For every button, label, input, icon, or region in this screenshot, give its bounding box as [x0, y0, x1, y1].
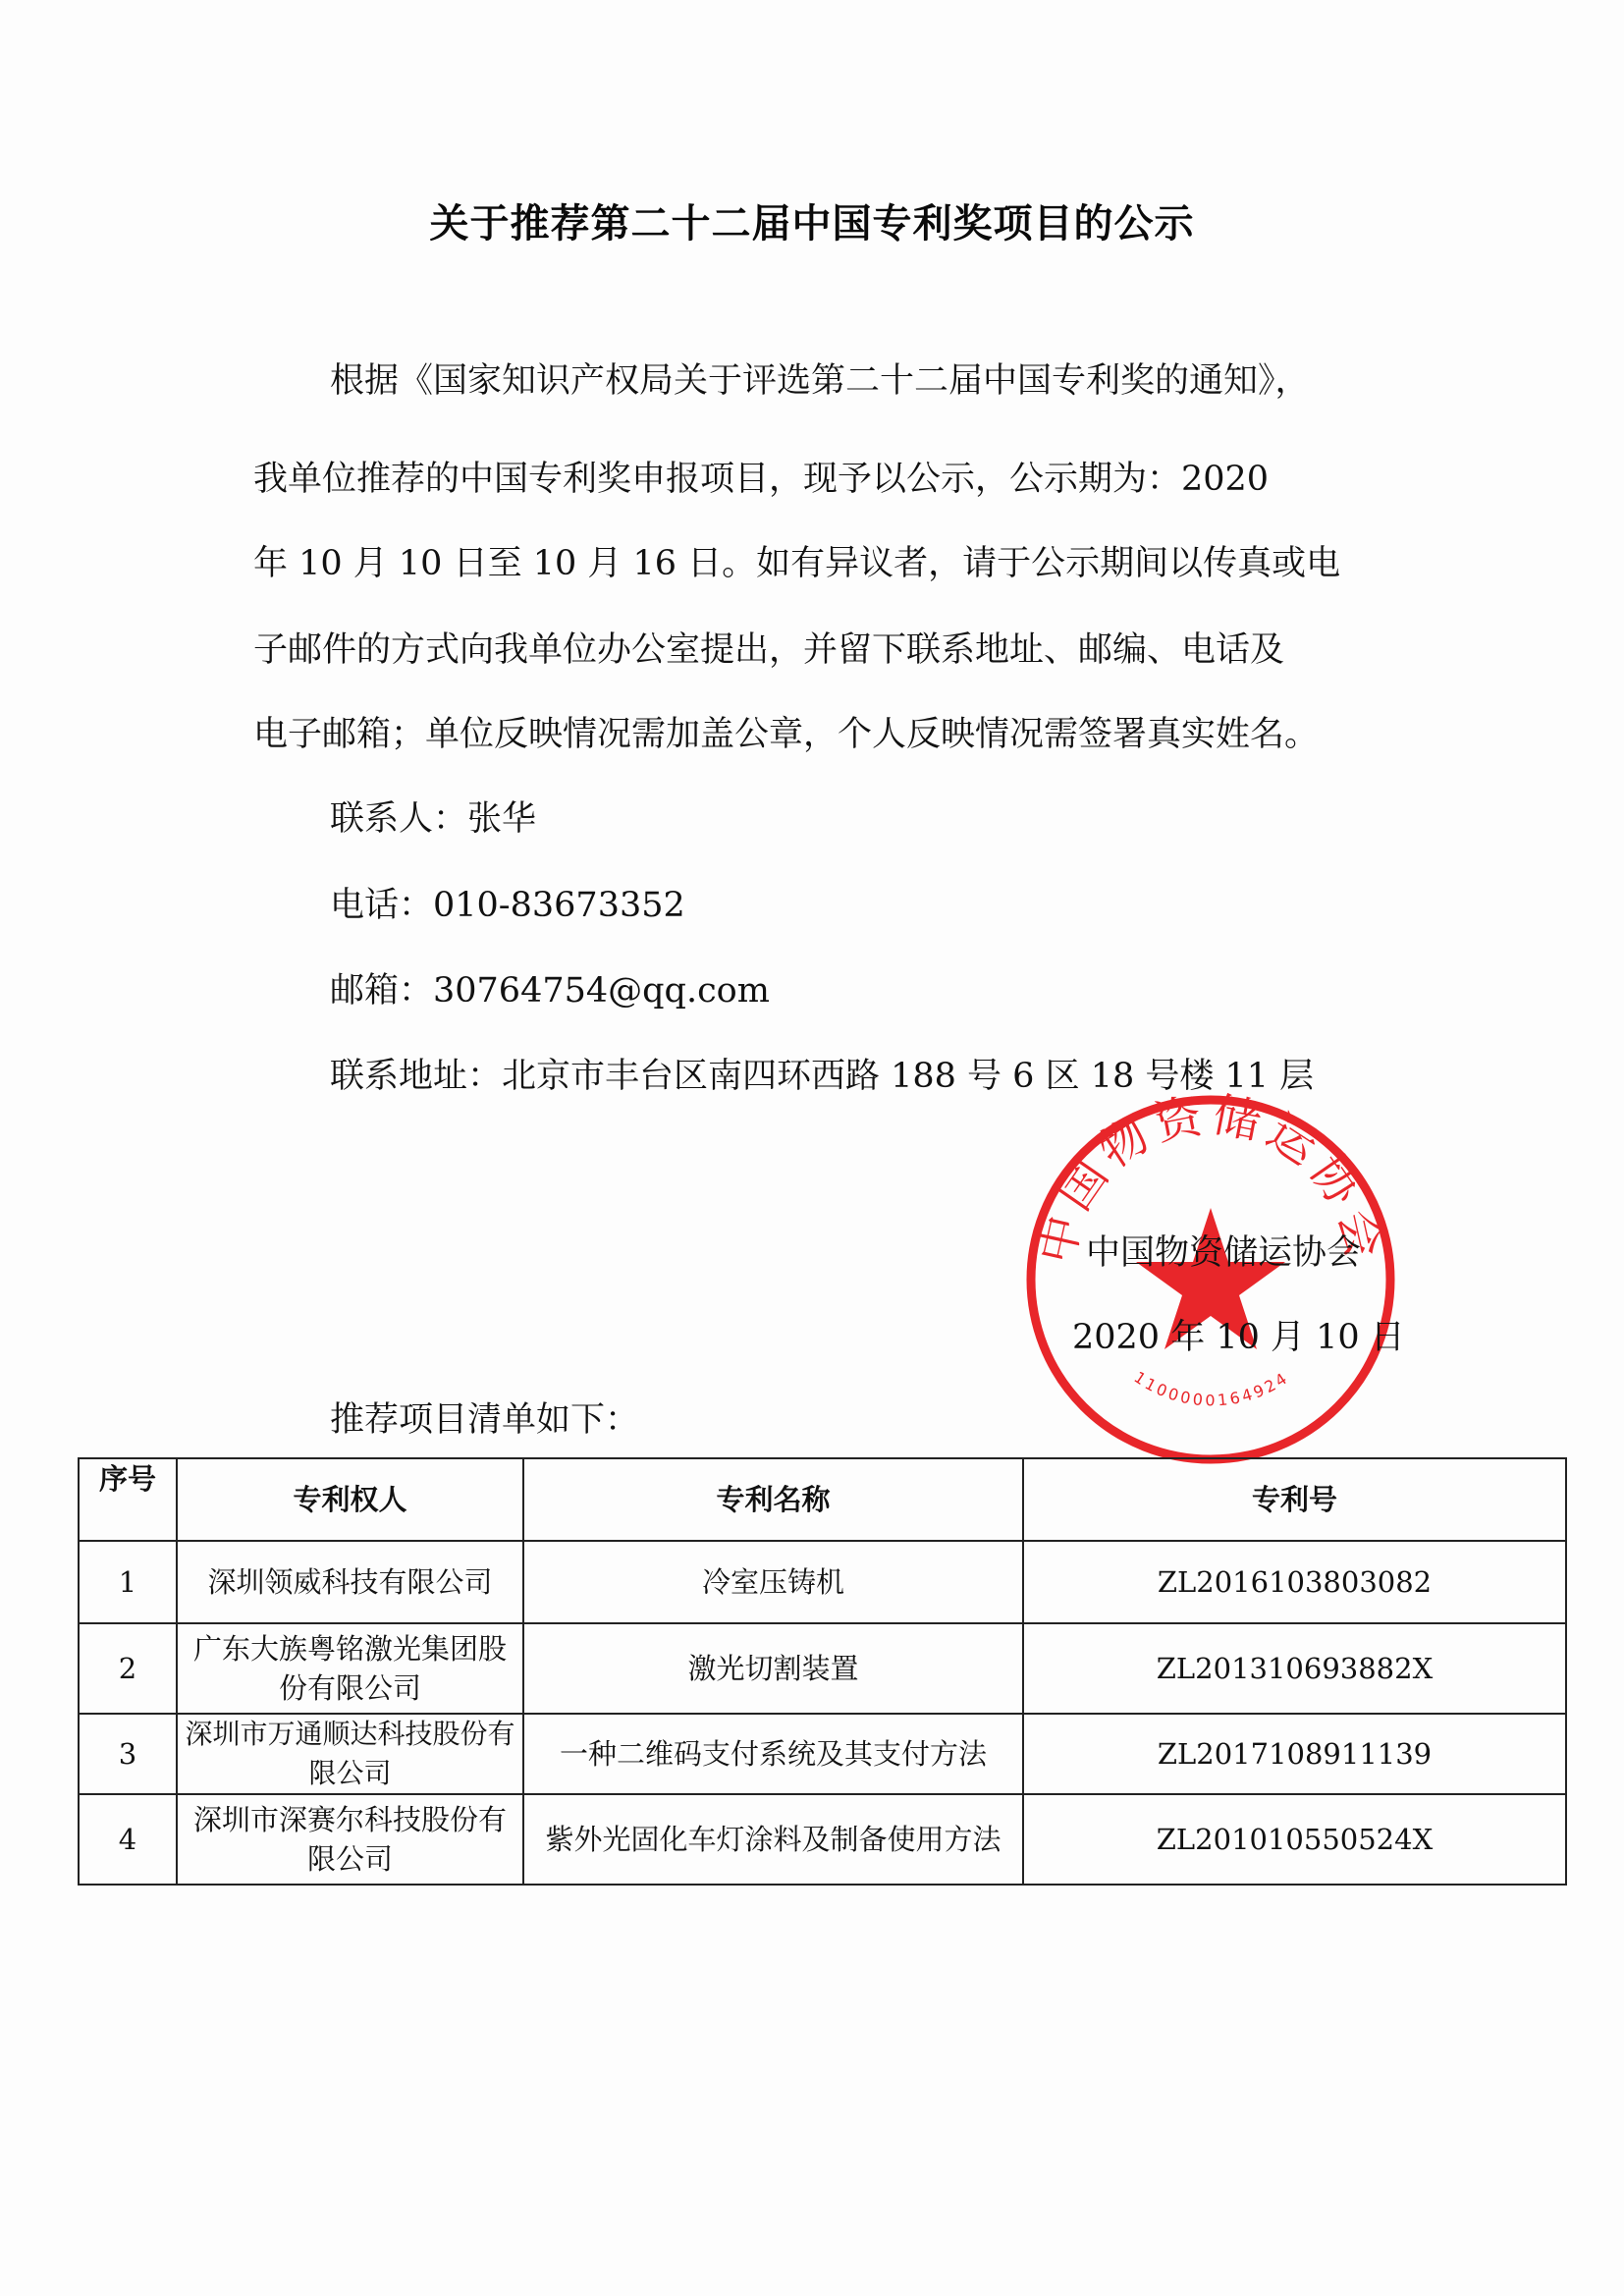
signature-organization: 中国物资储运协会 — [1086, 1233, 1362, 1273]
cell-patent-no: ZL2016103803082 — [1023, 1541, 1566, 1623]
paragraph-line-3: 年 10 月 10 日至 10 月 16 日。如有异议者，请于公示期间以传真或电 — [253, 544, 1341, 583]
header-name: 专利名称 — [523, 1458, 1023, 1541]
header-patent-no: 专利号 — [1023, 1458, 1566, 1541]
contact-address: 联系地址：北京市丰台区南四环西路 188 号 6 区 18 号楼 11 层 — [330, 1057, 1315, 1096]
cell-name: 一种二维码支付系统及其支付方法 — [523, 1714, 1023, 1794]
document-title: 关于推荐第二十二届中国专利奖项目的公示 — [429, 201, 1195, 246]
cell-patent-no: ZL2017108911139 — [1023, 1714, 1566, 1794]
table-row — [79, 1623, 1566, 1714]
table-row — [79, 1714, 1566, 1794]
seal-code: 1100000164924 — [1130, 1367, 1293, 1410]
paragraph-line-2: 我单位推荐的中国专利奖申报项目，现予以公示，公示期为：2020 — [253, 460, 1270, 499]
cell-patent-no: ZL201010550524X — [1023, 1794, 1566, 1885]
table-header-row — [79, 1458, 1566, 1541]
cell-owner: 深圳领威科技有限公司 — [177, 1541, 523, 1623]
cell-no: 1 — [79, 1541, 177, 1623]
seal-text: 中国物资储运协会 — [1028, 1090, 1393, 1269]
header-owner: 专利权人 — [177, 1458, 523, 1541]
paragraph-line-4: 子邮件的方式向我单位办公室提出，并留下联系地址、邮编、电话及 — [253, 630, 1285, 670]
recommended-items-table — [78, 1457, 1567, 1886]
cell-no: 3 — [79, 1714, 177, 1794]
cell-no: 4 — [79, 1794, 177, 1885]
cell-name: 激光切割装置 — [523, 1623, 1023, 1714]
cell-owner: 深圳市深赛尔科技股份有限公司 — [177, 1794, 523, 1885]
cell-owner: 深圳市万通顺达科技股份有限公司 — [177, 1714, 523, 1794]
table-row — [79, 1794, 1566, 1885]
list-intro: 推荐项目清单如下： — [330, 1400, 640, 1440]
paragraph-line-5: 电子邮箱；单位反映情况需加盖公章，个人反映情况需签署真实姓名。 — [253, 715, 1320, 754]
contact-person: 联系人：张华 — [330, 799, 537, 839]
cell-name: 紫外光固化车灯涂料及制备使用方法 — [523, 1794, 1023, 1885]
cell-no: 2 — [79, 1623, 177, 1714]
signature-date: 2020 年 10 月 10 日 — [1072, 1318, 1405, 1357]
cell-name: 冷室压铸机 — [523, 1541, 1023, 1623]
cell-owner: 广东大族粤铭激光集团股份有限公司 — [177, 1623, 523, 1714]
header-no: 序号 — [79, 1458, 177, 1541]
official-seal-icon — [1021, 1090, 1400, 1469]
cell-patent-no: ZL201310693882X — [1023, 1623, 1566, 1714]
contact-email: 邮箱：30764754@qq.com — [330, 971, 770, 1011]
paragraph-line-1: 根据《国家知识产权局关于评选第二十二届中国专利奖的通知》， — [330, 361, 1310, 401]
contact-phone: 电话：010-83673352 — [330, 886, 685, 925]
table-row — [79, 1541, 1566, 1623]
